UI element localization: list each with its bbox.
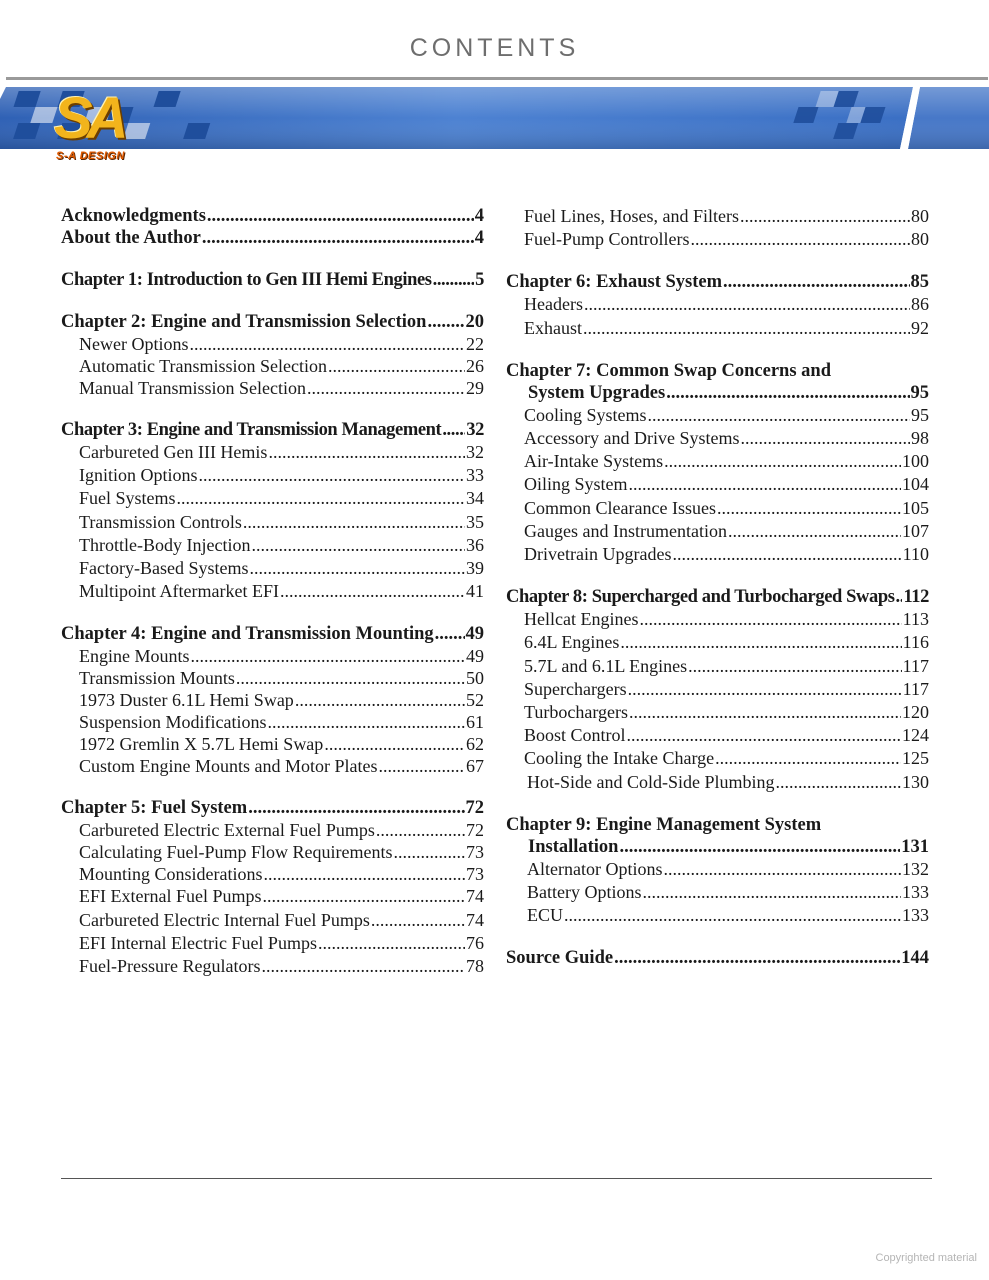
toc-section-entry bbox=[61, 534, 484, 557]
toc-page-number: 5 bbox=[475, 270, 484, 290]
toc-page-number: 39 bbox=[466, 558, 484, 579]
toc-page-number: 110 bbox=[902, 544, 929, 565]
toc-dot-leader bbox=[435, 623, 465, 645]
toc-page-number: 107 bbox=[902, 520, 929, 541]
toc-page-number: 67 bbox=[466, 756, 484, 777]
toc-section-entry bbox=[506, 543, 929, 566]
toc-entry-title: Source Guide bbox=[506, 948, 614, 969]
toc-page-number: 117 bbox=[902, 678, 929, 699]
toc-entry-title: Transmission Controls bbox=[79, 511, 242, 532]
section-gap bbox=[506, 251, 929, 271]
toc-entry-title: Chapter 2: Engine and Transmission Selection bbox=[61, 312, 427, 332]
toc-page-number: 73 bbox=[466, 864, 484, 885]
toc-section-entry bbox=[506, 678, 929, 701]
toc-page-number: 29 bbox=[466, 378, 484, 398]
toc-page-number: 130 bbox=[902, 771, 929, 792]
toc-section-entry bbox=[506, 473, 929, 496]
toc-section-entry bbox=[61, 645, 484, 667]
toc-dot-leader bbox=[620, 631, 901, 654]
toc-page-number: 144 bbox=[901, 948, 929, 969]
toc-chapter-entry bbox=[61, 623, 484, 645]
toc-chapter-entry bbox=[506, 586, 929, 608]
title-divider bbox=[6, 77, 988, 80]
toc-dot-leader bbox=[688, 655, 902, 678]
toc-chapter-entry bbox=[506, 382, 929, 404]
toc-dot-leader bbox=[717, 497, 901, 520]
toc-entry-title: Custom Engine Mounts and Motor Plates bbox=[79, 756, 378, 777]
toc-dot-leader bbox=[248, 797, 464, 819]
toc-chapter-entry bbox=[61, 419, 484, 441]
toc-dot-leader bbox=[776, 771, 902, 794]
toc-chapter-heading: Chapter 7: Common Swap Concerns and bbox=[506, 360, 831, 381]
toc-page-number: 36 bbox=[466, 534, 484, 555]
toc-dot-leader bbox=[427, 311, 464, 333]
toc-entry-title: Fuel Lines, Hoses, and Filters bbox=[524, 206, 739, 226]
toc-page-number: 49 bbox=[466, 646, 484, 667]
logo-letters: SA bbox=[54, 86, 123, 151]
toc-page-number: 72 bbox=[465, 798, 484, 819]
toc-page-number: 78 bbox=[466, 956, 484, 977]
toc-dot-leader bbox=[664, 450, 901, 473]
section-gap bbox=[61, 249, 484, 269]
toc-entry-title: Air-Intake Systems bbox=[524, 451, 664, 472]
section-gap bbox=[506, 566, 929, 586]
toc-dot-leader bbox=[189, 333, 465, 355]
toc-dot-leader bbox=[672, 543, 901, 566]
toc-section-entry bbox=[61, 377, 484, 399]
toc-section-entry bbox=[61, 557, 484, 580]
toc-entry-title: Carbureted Electric Internal Fuel Pumps bbox=[79, 909, 370, 930]
toc-chapter-entry bbox=[506, 947, 929, 969]
toc-page-number: 4 bbox=[474, 206, 484, 226]
toc-section-entry bbox=[61, 885, 484, 908]
toc-dot-leader bbox=[207, 205, 474, 227]
toc-entry-title: Throttle-Body Injection bbox=[79, 534, 251, 555]
toc-page-number: 133 bbox=[902, 905, 929, 926]
toc-page-number: 98 bbox=[911, 428, 929, 449]
toc-entry-title: ECU bbox=[527, 905, 563, 926]
toc-page-number: 80 bbox=[911, 229, 929, 250]
section-gap bbox=[61, 291, 484, 311]
toc-page-number: 52 bbox=[466, 690, 484, 711]
toc-entry-title: Alternator Options bbox=[527, 858, 663, 879]
toc-entry-title: EFI External Fuel Pumps bbox=[79, 886, 262, 907]
toc-section-entry bbox=[61, 711, 484, 733]
toc-section-entry bbox=[61, 464, 484, 487]
toc-entry-title: Factory-Based Systems bbox=[79, 558, 249, 579]
section-gap bbox=[61, 777, 484, 797]
toc-entry-title: Carbureted Electric External Fuel Pumps bbox=[79, 820, 375, 841]
toc-chapter-entry bbox=[506, 836, 929, 858]
toc-entry-title: Ignition Options bbox=[79, 465, 198, 486]
toc-section-entry bbox=[506, 701, 929, 724]
toc-dot-leader bbox=[264, 863, 466, 885]
toc-dot-leader bbox=[263, 885, 466, 908]
toc-dot-leader bbox=[628, 678, 902, 701]
toc-entry-title: Manual Transmission Selection bbox=[79, 378, 307, 398]
toc-section-entry bbox=[506, 317, 929, 340]
toc-dot-leader bbox=[564, 904, 901, 927]
toc-section-entry bbox=[506, 520, 929, 543]
toc-dot-leader bbox=[627, 724, 901, 747]
toc-page-number: 62 bbox=[466, 734, 484, 755]
toc-dot-leader bbox=[442, 419, 465, 441]
logo-subtitle: S-A DESIGN bbox=[56, 150, 125, 162]
toc-dot-leader bbox=[249, 557, 465, 580]
toc-page-number: 26 bbox=[466, 356, 484, 376]
toc-dot-leader bbox=[648, 404, 910, 427]
toc-page-number: 125 bbox=[902, 748, 929, 769]
toc-section-entry bbox=[506, 655, 929, 678]
toc-dot-leader bbox=[199, 464, 465, 487]
toc-entry-title: Exhaust bbox=[524, 317, 582, 338]
toc-dot-leader bbox=[740, 205, 910, 228]
toc-entry-title: Newer Options bbox=[79, 334, 189, 354]
toc-section-entry bbox=[61, 689, 484, 711]
toc-entry-title: Chapter 4: Engine and Transmission Mounting bbox=[61, 624, 434, 645]
toc-page-number: 35 bbox=[466, 511, 484, 532]
toc-section-entry bbox=[506, 724, 929, 747]
toc-dot-leader bbox=[268, 711, 466, 733]
toc-entry-title: Boost Control bbox=[524, 725, 626, 746]
toc-section-entry bbox=[506, 881, 929, 904]
toc-dot-leader bbox=[728, 520, 901, 543]
toc-dot-leader bbox=[583, 317, 910, 340]
toc-entry-title: EFI Internal Electric Fuel Pumps bbox=[79, 932, 317, 953]
toc-section-entry bbox=[61, 355, 484, 377]
toc-entry-title: Engine Mounts bbox=[79, 646, 190, 667]
toc-page-number: 120 bbox=[902, 702, 929, 723]
toc-entry-title: Chapter 6: Exhaust System bbox=[506, 272, 723, 293]
toc-dot-leader bbox=[639, 608, 901, 631]
toc-dot-leader bbox=[307, 377, 465, 399]
toc-page-number: 50 bbox=[466, 668, 484, 689]
toc-entry-title: Chapter 8: Supercharged and Turbocharged Swaps bbox=[506, 587, 895, 608]
toc-dot-leader bbox=[723, 271, 909, 293]
toc-dot-leader bbox=[177, 487, 465, 510]
toc-chapter-entry bbox=[61, 311, 484, 333]
toc-dot-leader bbox=[243, 511, 465, 534]
toc-entry-title: Fuel-Pump Controllers bbox=[524, 229, 690, 250]
toc-left-column bbox=[61, 205, 484, 978]
toc-page-number: 104 bbox=[902, 474, 929, 495]
toc-dot-leader bbox=[295, 689, 465, 711]
toc-page-number: 112 bbox=[903, 587, 929, 608]
toc-section-entry bbox=[506, 771, 929, 794]
toc-page-number: 32 bbox=[466, 442, 484, 462]
section-gap bbox=[506, 927, 929, 947]
toc-entry-title: Drivetrain Upgrades bbox=[524, 544, 672, 565]
toc-dot-leader bbox=[629, 473, 901, 496]
copyright-watermark: Copyrighted material bbox=[875, 1252, 977, 1264]
toc-page-number: 72 bbox=[466, 820, 484, 841]
toc-entry-title: Accessory and Drive Systems bbox=[524, 428, 740, 449]
toc-entry-title: Carbureted Gen III Hemis bbox=[79, 442, 268, 462]
toc-entry-title: 1973 Duster 6.1L Hemi Swap bbox=[79, 690, 294, 711]
toc-page-number: 95 bbox=[911, 404, 929, 425]
toc-page-number: 73 bbox=[466, 842, 484, 863]
toc-section-entry bbox=[61, 511, 484, 534]
toc-page-number: 86 bbox=[911, 294, 929, 315]
toc-section-entry bbox=[506, 228, 929, 251]
toc-section-entry bbox=[506, 747, 929, 770]
toc-section-entry bbox=[61, 755, 484, 777]
toc-chapter-entry bbox=[61, 797, 484, 819]
toc-section-entry bbox=[61, 441, 484, 464]
toc-section-entry bbox=[61, 863, 484, 885]
toc-page-number: 116 bbox=[902, 632, 929, 653]
toc-page-number: 117 bbox=[902, 655, 929, 676]
toc-dot-leader bbox=[393, 841, 465, 863]
toc-page-number: 61 bbox=[466, 712, 484, 733]
section-gap bbox=[506, 794, 929, 814]
toc-entry-title: Mounting Considerations bbox=[79, 864, 263, 885]
toc-dot-leader bbox=[268, 441, 465, 464]
toc-page-number: 22 bbox=[466, 334, 484, 354]
toc-dot-leader bbox=[433, 269, 475, 291]
toc-dot-leader bbox=[318, 932, 465, 955]
toc-entry-title: Headers bbox=[524, 294, 583, 315]
toc-section-entry bbox=[506, 404, 929, 427]
toc-dot-leader bbox=[379, 755, 466, 777]
toc-entry-title: 5.7L and 6.1L Engines bbox=[524, 655, 688, 676]
toc-page-number: 124 bbox=[902, 725, 929, 746]
toc-entry-title: Automatic Transmission Selection bbox=[79, 356, 328, 376]
toc-dot-leader bbox=[328, 355, 465, 377]
toc-page-number: 41 bbox=[466, 581, 484, 602]
toc-section-entry bbox=[61, 932, 484, 955]
toc-page-number: 95 bbox=[910, 382, 929, 403]
toc-entry-title: Turbochargers bbox=[524, 702, 628, 723]
toc-page-number: 80 bbox=[911, 206, 929, 226]
toc-dot-leader bbox=[376, 819, 465, 841]
toc-right-column bbox=[506, 205, 929, 969]
toc-section-entry bbox=[506, 205, 929, 228]
toc-page-number: 100 bbox=[902, 451, 929, 472]
toc-entry-title: Superchargers bbox=[524, 678, 627, 699]
toc-section-entry bbox=[506, 858, 929, 881]
toc-entry-title: Chapter 5: Fuel System bbox=[61, 798, 248, 819]
toc-page-number: 105 bbox=[902, 497, 929, 518]
toc-entry-title: Hot-Side and Cold-Side Plumbing bbox=[527, 771, 775, 792]
page-title: CONTENTS bbox=[409, 34, 580, 62]
toc-section-entry bbox=[61, 841, 484, 863]
toc-section-entry bbox=[61, 580, 484, 603]
toc-page-number: 74 bbox=[466, 909, 484, 930]
toc-chapter-entry bbox=[506, 271, 929, 293]
toc-page-number: 85 bbox=[910, 272, 929, 293]
toc-page-number: 49 bbox=[465, 624, 484, 645]
section-gap bbox=[506, 340, 929, 360]
toc-dot-leader bbox=[280, 580, 465, 603]
toc-entry-title: Chapter 1: Introduction to Gen III Hemi Engines bbox=[61, 270, 432, 290]
toc-entry-title: Calculating Fuel-Pump Flow Requirements bbox=[79, 842, 393, 863]
toc-page-number: 4 bbox=[474, 228, 484, 248]
toc-dot-leader bbox=[629, 701, 901, 724]
toc-dot-leader bbox=[619, 836, 900, 858]
toc-section-entry bbox=[61, 955, 484, 978]
toc-page-number: 32 bbox=[466, 420, 484, 440]
toc-entry-title: System Upgrades bbox=[528, 382, 666, 403]
toc-section-entry bbox=[506, 904, 929, 927]
toc-entry-title: Acknowledgments bbox=[61, 206, 206, 226]
toc-dot-leader bbox=[324, 733, 465, 755]
toc-entry-title: Gauges and Instrumentation bbox=[524, 520, 727, 541]
toc-page-number: 132 bbox=[902, 858, 929, 879]
footer-divider bbox=[61, 1178, 932, 1179]
toc-entry-title: Fuel-Pressure Regulators bbox=[79, 956, 261, 977]
section-gap bbox=[61, 399, 484, 419]
toc-entry-title: Cooling Systems bbox=[524, 404, 647, 425]
toc-section-entry bbox=[61, 909, 484, 932]
toc-entry-title: Battery Options bbox=[527, 882, 642, 903]
toc-dot-leader bbox=[251, 534, 465, 557]
sa-design-logo bbox=[52, 86, 147, 168]
toc-entry-title: Suspension Modifications bbox=[79, 712, 267, 733]
toc-dot-leader bbox=[666, 382, 909, 404]
toc-page-number: 131 bbox=[901, 836, 929, 857]
toc-entry-title: Fuel Systems bbox=[79, 488, 176, 509]
toc-section-entry bbox=[61, 733, 484, 755]
toc-dot-leader bbox=[614, 947, 900, 969]
toc-page-number: 33 bbox=[466, 465, 484, 486]
toc-entry-title: Cooling the Intake Charge bbox=[524, 748, 715, 769]
toc-section-entry bbox=[506, 450, 929, 473]
toc-entry-title: Common Clearance Issues bbox=[524, 497, 716, 518]
toc-dot-leader bbox=[202, 227, 474, 249]
toc-section-entry bbox=[506, 608, 929, 631]
toc-page-number: 20 bbox=[465, 312, 484, 332]
toc-entry-title: 6.4L Engines bbox=[524, 632, 620, 653]
toc-page-number: 92 bbox=[911, 317, 929, 338]
toc-section-entry bbox=[61, 667, 484, 689]
toc-entry-title: Oiling System bbox=[524, 474, 628, 495]
toc-section-entry bbox=[61, 333, 484, 355]
toc-dot-leader bbox=[896, 586, 903, 608]
toc-entry-title: 1972 Gremlin X 5.7L Hemi Swap bbox=[79, 734, 324, 755]
toc-page-number: 133 bbox=[902, 882, 929, 903]
toc-section-entry bbox=[506, 293, 929, 316]
toc-section-entry bbox=[506, 631, 929, 654]
toc-dot-leader bbox=[740, 427, 910, 450]
toc-entry-title: Chapter 3: Engine and Transmission Management bbox=[61, 420, 442, 440]
toc-dot-leader bbox=[371, 909, 465, 932]
toc-chapter-entry bbox=[61, 269, 484, 291]
toc-entry-title: Installation bbox=[528, 836, 619, 857]
toc-dot-leader bbox=[663, 858, 901, 881]
toc-dot-leader bbox=[236, 667, 465, 689]
toc-dot-leader bbox=[261, 955, 465, 978]
toc-chapter-entry bbox=[61, 227, 484, 249]
toc-section-entry bbox=[61, 487, 484, 510]
toc-entry-title: About the Author bbox=[61, 228, 201, 248]
toc-section-entry bbox=[61, 819, 484, 841]
toc-dot-leader bbox=[191, 645, 466, 667]
toc-dot-leader bbox=[691, 228, 911, 251]
toc-page-number: 76 bbox=[466, 932, 484, 953]
toc-page-number: 74 bbox=[466, 886, 484, 907]
toc-dot-leader bbox=[715, 747, 901, 770]
toc-chapter-heading: Chapter 9: Engine Management System bbox=[506, 814, 822, 835]
toc-page-number: 113 bbox=[902, 609, 929, 630]
toc-section-entry bbox=[506, 497, 929, 520]
banner-checkered-graphic bbox=[0, 87, 989, 153]
toc-page-number: 34 bbox=[466, 488, 484, 509]
section-gap bbox=[61, 603, 484, 623]
toc-dot-leader bbox=[643, 881, 902, 904]
toc-entry-title: Transmission Mounts bbox=[79, 668, 235, 689]
toc-chapter-entry bbox=[61, 205, 484, 227]
toc-entry-title: Multipoint Aftermarket EFI bbox=[79, 581, 279, 602]
toc-entry-title: Hellcat Engines bbox=[524, 609, 639, 630]
toc-section-entry bbox=[506, 427, 929, 450]
toc-dot-leader bbox=[584, 293, 910, 316]
